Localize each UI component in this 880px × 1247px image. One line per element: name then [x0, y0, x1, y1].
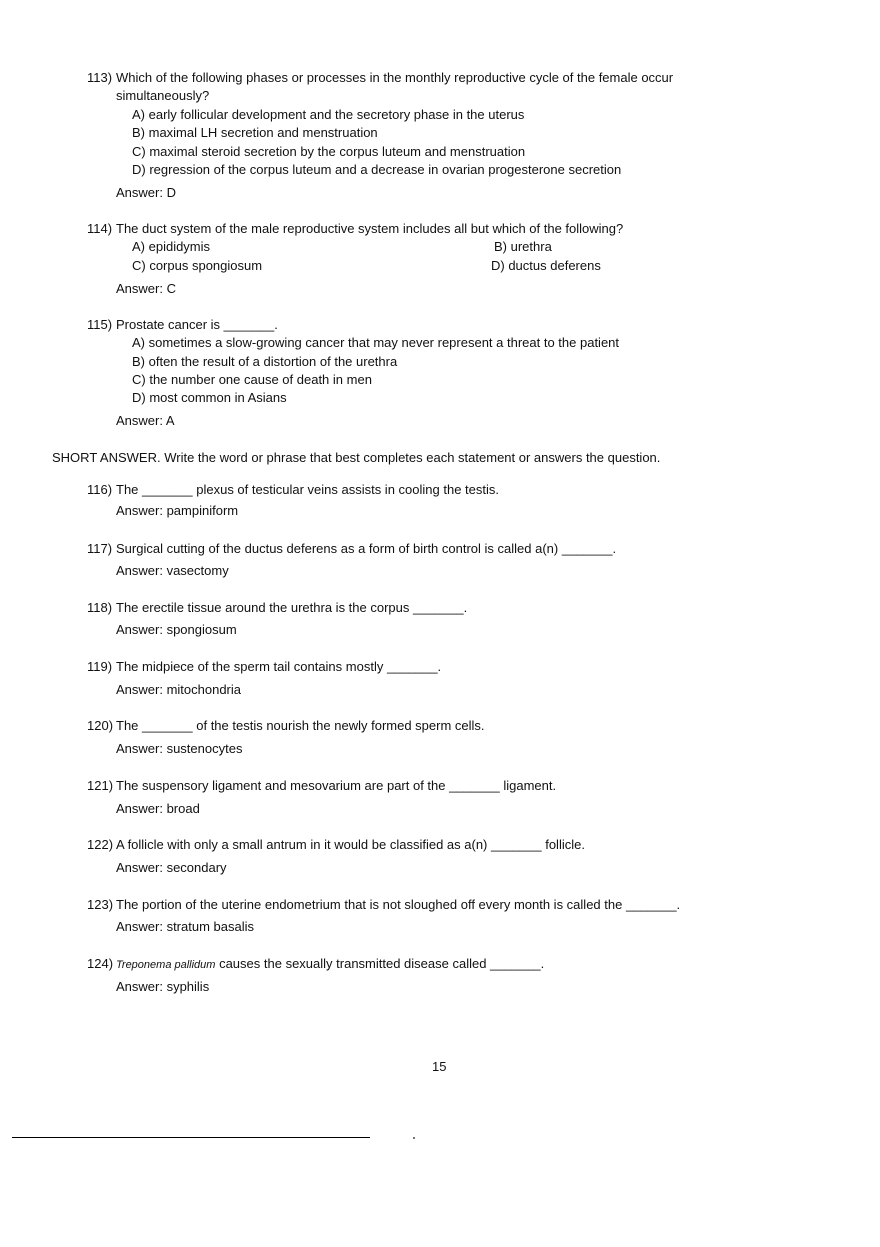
- question-text: The _______ of the testis nourish the newly formed sperm cells.: [116, 718, 485, 733]
- answer: Answer: secondary: [116, 860, 227, 875]
- question-text: A follicle with only a small antrum in it would be classified as a(n) _______ follicle.: [116, 837, 585, 852]
- question-text: The _______ plexus of testicular veins assists in cooling the testis.: [116, 482, 499, 497]
- question-number: 121): [87, 778, 114, 793]
- question-text-rest: causes the sexually transmitted disease called _______.: [215, 956, 545, 971]
- question-text: simultaneously?: [116, 88, 210, 103]
- answer: Answer: stratum basalis: [116, 919, 254, 934]
- question-number: 116): [87, 482, 113, 497]
- answer: Answer: spongiosum: [116, 622, 237, 637]
- question-number: 114): [87, 221, 113, 236]
- question-text: Which of the following phases or processes in the monthly reproductive cycle of the female occur: [116, 70, 674, 85]
- option-b: B) maximal LH secretion and menstruation: [132, 125, 378, 140]
- question-number: 119): [87, 659, 113, 674]
- question-text: The erectile tissue around the urethra is the corpus _______.: [116, 600, 468, 615]
- footer-dot: [413, 1137, 415, 1139]
- answer: Answer: syphilis: [116, 979, 210, 994]
- option-d: D) most common in Asians: [132, 390, 287, 405]
- option-a: A) epididymis: [132, 239, 211, 254]
- answer: Answer: mitochondria: [116, 682, 241, 697]
- question-text: The portion of the uterine endometrium that is not sloughed off every month is called the _______.: [116, 897, 681, 912]
- answer: Answer: A: [116, 413, 175, 428]
- question-text: The suspensory ligament and mesovarium are part of the _______ ligament.: [116, 778, 557, 793]
- question-text: [116, 956, 544, 973]
- option-a: A) early follicular development and the secretory phase in the uterus: [132, 107, 525, 122]
- option-c: C) corpus spongiosum: [132, 258, 263, 273]
- question-text: Surgical cutting of the ductus deferens as a form of birth control is called a(n) _______.: [116, 541, 617, 556]
- section-heading: SHORT ANSWER. Write the word or phrase that best completes each statement or answers the question.: [52, 450, 661, 465]
- question-number: 117): [87, 541, 113, 556]
- answer: Answer: D: [116, 185, 176, 200]
- question-number: 123): [87, 897, 114, 912]
- footer-rule: [12, 1137, 370, 1138]
- option-c: C) the number one cause of death in men: [132, 372, 372, 387]
- question-number: 120): [87, 718, 114, 733]
- question-number: 115): [87, 317, 113, 332]
- answer: Answer: broad: [116, 801, 200, 816]
- option-a: A) sometimes a slow-growing cancer that may never represent a threat to the patient: [132, 335, 620, 350]
- question-text: The midpiece of the sperm tail contains mostly _______.: [116, 659, 442, 674]
- question-number: 122): [87, 837, 114, 852]
- question-text: The duct system of the male reproductive system includes all but which of the following?: [116, 221, 624, 236]
- question-number: 113): [87, 70, 113, 85]
- option-d: D) regression of the corpus luteum and a decrease in ovarian progesterone secretion: [132, 162, 622, 177]
- question-text: Prostate cancer is _______.: [116, 317, 278, 332]
- option-d: D) ductus deferens: [491, 258, 601, 273]
- answer: Answer: vasectomy: [116, 563, 229, 578]
- option-b: B) urethra: [494, 239, 552, 254]
- answer: Answer: C: [116, 281, 176, 296]
- option-c: C) maximal steroid secretion by the corpus luteum and menstruation: [132, 144, 526, 159]
- option-b: B) often the result of a distortion of the urethra: [132, 354, 398, 369]
- question-number: 124): [87, 956, 114, 971]
- species-name: Treponema pallidum: [116, 959, 216, 971]
- question-number: 118): [87, 600, 113, 615]
- answer: Answer: sustenocytes: [116, 741, 243, 756]
- page-number: 15: [432, 1059, 447, 1074]
- answer: Answer: pampiniform: [116, 503, 239, 518]
